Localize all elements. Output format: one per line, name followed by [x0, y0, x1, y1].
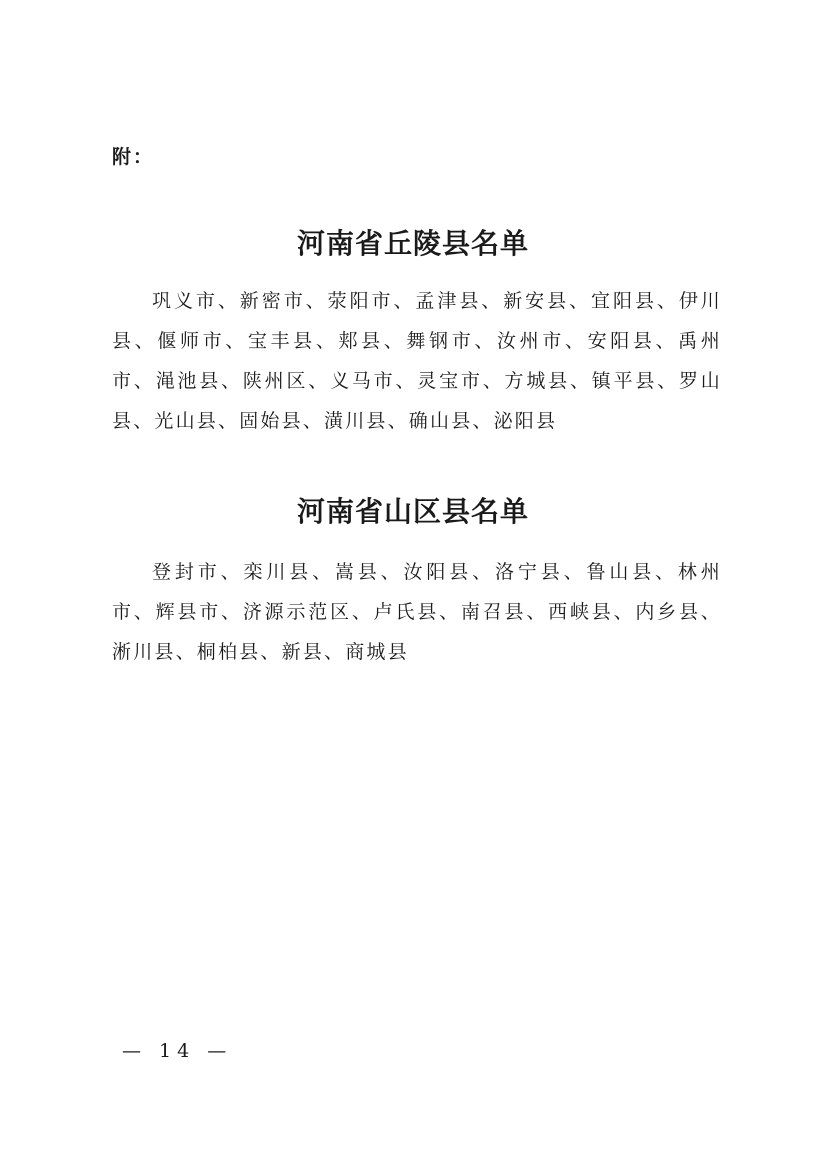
section-title-hilly-counties: 河南省丘陵县名单 — [296, 227, 529, 260]
section-body-mountain-counties: 登封市、栾川县、嵩县、汝阳县、洛宁县、鲁山县、林州市、辉县市、济源示范区、卢氏县、南召县、西峡县、内乡县、淅川县、桐柏县、新县、商城县 — [112, 561, 722, 663]
section-title-mountain-counties: 河南省山区县名单 — [296, 495, 529, 528]
section-body-hilly-counties: 巩义市、新密市、荥阳市、孟津县、新安县、宜阳县、伊川县、偃师市、宝丰县、郏县、舞钢市、汝州市、安阳县、禹州市、渑池县、陕州区、义马市、灵宝市、方城县、镇平县、罗山县、光山县、固始县、潢川县、确山县、泌阳县 — [112, 290, 722, 432]
annex-label: 附： — [112, 146, 155, 168]
page-number: — 14 — — [122, 1040, 233, 1062]
